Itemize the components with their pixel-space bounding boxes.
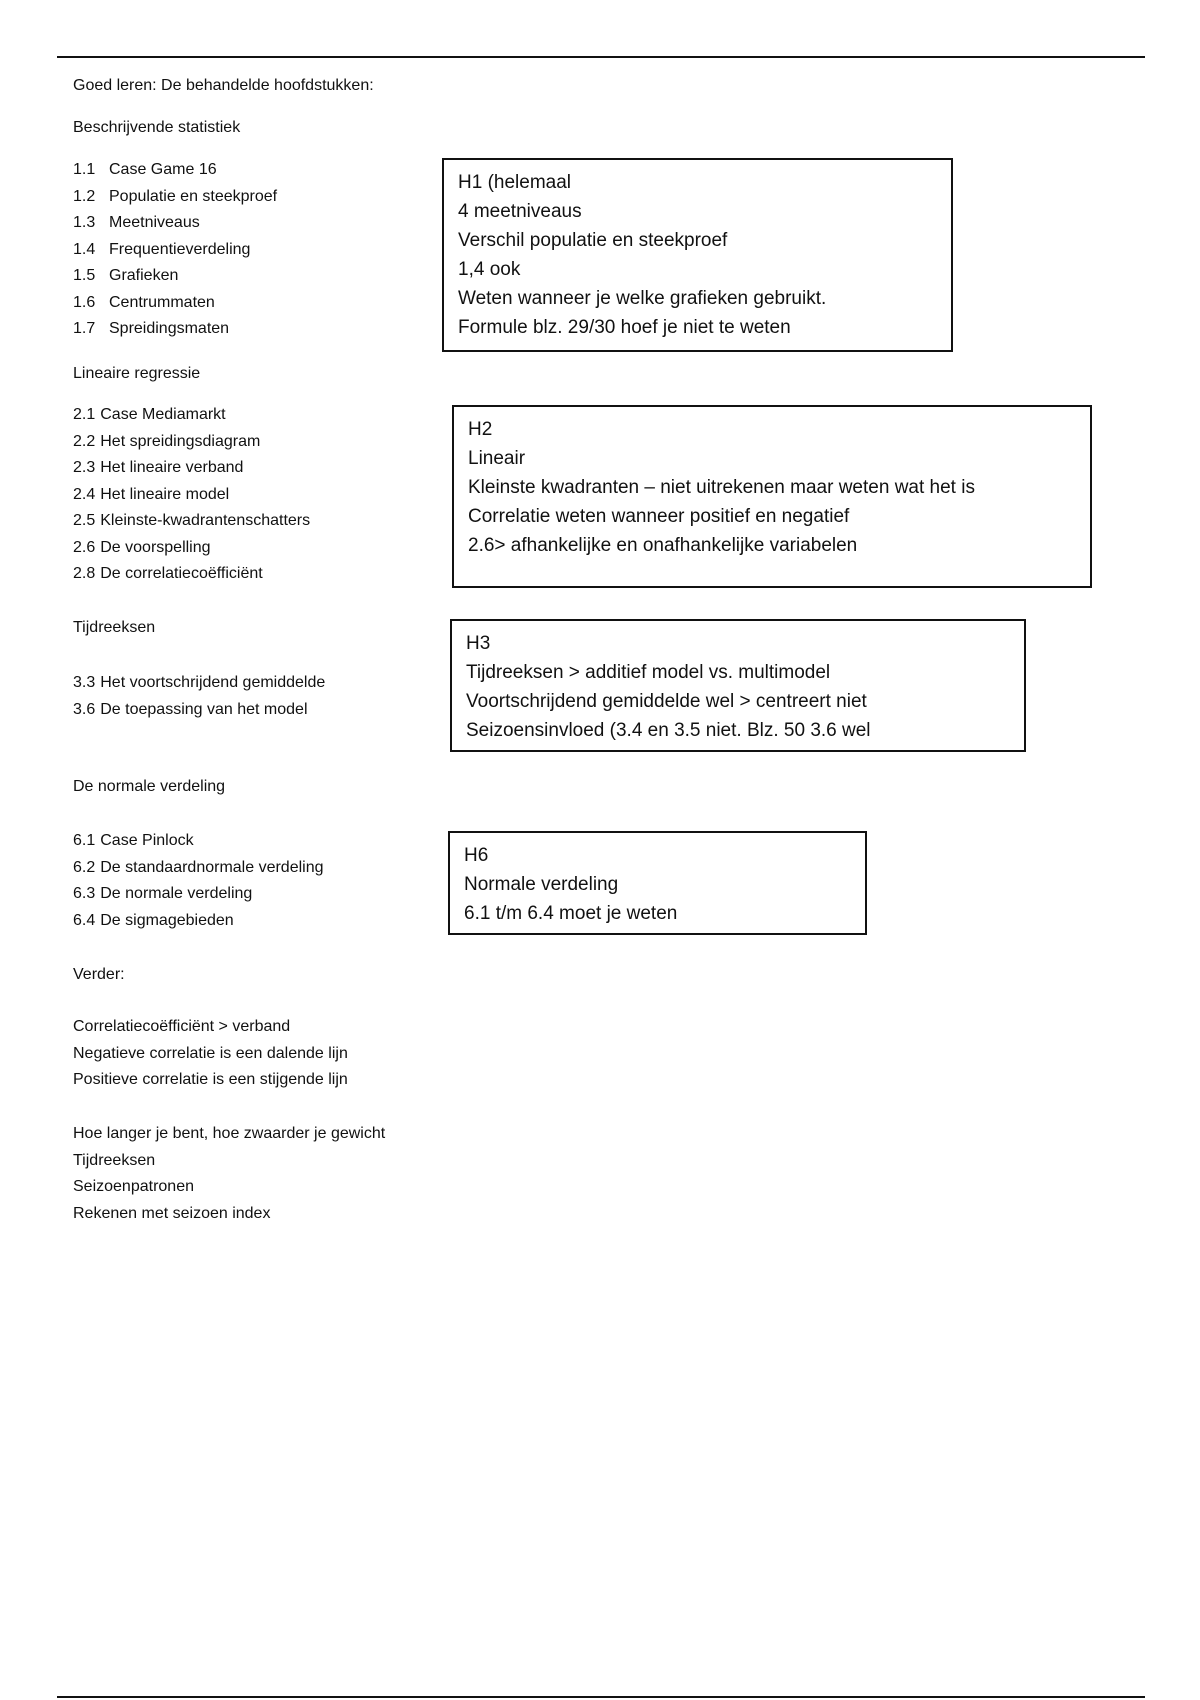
- section-heading-normale-verdeling: De normale verdeling: [73, 778, 226, 795]
- note-box-h3: [450, 619, 1026, 752]
- note-line: 6.1 t/m 6.4 moet je weten: [464, 903, 678, 924]
- item-title: Kleinste-kwadrantenschatters: [100, 512, 311, 529]
- list-item: Correlatiecoëfficiënt > verband: [73, 1018, 291, 1035]
- item-number: 2.6: [73, 538, 96, 556]
- list-item: [73, 561, 310, 588]
- list-item: [73, 697, 325, 724]
- item-title: Centrummaten: [109, 293, 215, 311]
- item-number: 6.4: [73, 911, 96, 929]
- item-number: 3.6: [73, 700, 96, 718]
- chapter-list-4: [73, 828, 324, 934]
- further-notes-2: [73, 1121, 385, 1227]
- item-title: Case Pinlock: [100, 832, 194, 849]
- list-item: Seizoenpatronen: [73, 1178, 194, 1195]
- list-item: [73, 482, 310, 509]
- item-number: 6.2: [73, 858, 96, 876]
- note-line: H2: [468, 419, 493, 440]
- item-title: De voorspelling: [100, 538, 211, 556]
- note-line: Lineair: [468, 448, 526, 469]
- list-item: [73, 855, 324, 882]
- note-line: Correlatie weten wanneer positief en negatief: [468, 506, 850, 527]
- item-title: Case Game 16: [109, 161, 217, 178]
- item-title: Het spreidingsdiagram: [100, 432, 261, 450]
- note-box-h6: [448, 831, 867, 935]
- item-title: De normale verdeling: [100, 885, 253, 902]
- note-line: Seizoensinvloed (3.4 en 3.5 niet. Blz. 50 3.6 wel: [466, 720, 871, 741]
- item-title: Het lineaire model: [100, 485, 230, 503]
- list-item: [73, 429, 310, 456]
- list-item: Hoe langer je bent, hoe zwaarder je gewicht: [73, 1125, 386, 1142]
- chapter-list-3: [73, 670, 325, 723]
- item-number: 1.1: [73, 161, 96, 178]
- list-item: [73, 290, 277, 317]
- item-title: De sigmagebieden: [100, 911, 234, 929]
- list-item: Tijdreeksen: [73, 1151, 156, 1169]
- item-number: 6.1: [73, 832, 96, 849]
- list-item: [73, 157, 277, 184]
- item-title: Populatie en steekproef: [109, 187, 278, 205]
- chapter-list-1: [73, 157, 277, 343]
- list-item: [73, 535, 310, 562]
- item-title: Spreidingsmaten: [109, 320, 230, 337]
- further-notes-1: [73, 1014, 348, 1094]
- item-number: 1.2: [73, 187, 96, 205]
- list-item: [73, 263, 277, 290]
- list-item: [73, 455, 310, 482]
- item-title: De toepassing van het model: [100, 700, 308, 718]
- list-item: Positieve correlatie is een stijgende lijn: [73, 1071, 348, 1088]
- item-number: 2.5: [73, 512, 96, 529]
- item-number: 1.7: [73, 320, 96, 337]
- top-rule: [57, 56, 1145, 58]
- list-item: [73, 184, 277, 211]
- document-title: Goed leren: De behandelde hoofdstukken:: [73, 77, 374, 94]
- note-line: Voortschrijdend gemiddelde wel > centreert niet: [466, 691, 867, 712]
- note-line: Normale verdeling: [464, 874, 619, 895]
- section-heading-verder: Verder:: [73, 966, 125, 983]
- list-item: [73, 316, 277, 343]
- note-line: Tijdreeksen > additief model vs. multimodel: [466, 662, 831, 683]
- item-title: Grafieken: [109, 267, 179, 284]
- list-item: [73, 402, 310, 429]
- list-item: [73, 237, 277, 264]
- item-number: 1.5: [73, 267, 96, 284]
- note-line: Verschil populatie en steekproef: [458, 230, 728, 251]
- note-line: H3: [466, 633, 491, 654]
- list-item: [73, 908, 324, 935]
- item-title: Het lineaire verband: [100, 459, 244, 476]
- note-line: Kleinste kwadranten – niet uitrekenen maar weten wat het is: [468, 477, 975, 498]
- item-number: 3.3: [73, 674, 96, 691]
- note-line: 4 meetniveaus: [458, 201, 582, 222]
- list-item: [73, 881, 324, 908]
- note-line: Formule blz. 29/30 hoef je niet te weten: [458, 317, 791, 338]
- item-title: Het voortschrijdend gemiddelde: [100, 674, 326, 691]
- list-item: [73, 828, 324, 855]
- note-box-h2: [452, 405, 1092, 588]
- item-number: 2.2: [73, 432, 96, 450]
- item-number: 1.6: [73, 293, 96, 311]
- item-number: 2.8: [73, 565, 96, 582]
- section-heading-tijdreeksen: Tijdreeksen: [73, 619, 156, 636]
- item-number: 2.3: [73, 459, 96, 476]
- list-item: [73, 670, 325, 697]
- chapter-list-2: [73, 402, 310, 588]
- section-heading-beschrijvende-statistiek: Beschrijvende statistiek: [73, 119, 241, 136]
- note-line: 2.6> afhankelijke en onafhankelijke variabelen: [468, 535, 858, 556]
- item-number: 2.4: [73, 485, 96, 503]
- item-title: De standaardnormale verdeling: [100, 858, 324, 876]
- item-number: 2.1: [73, 406, 96, 423]
- note-line: H6: [464, 845, 489, 866]
- item-title: De correlatiecoëfficiënt: [100, 565, 263, 582]
- note-box-h1: [442, 158, 953, 352]
- item-title: Case Mediamarkt: [100, 406, 226, 423]
- item-number: 1.3: [73, 214, 96, 231]
- note-line: H1 (helemaal: [458, 172, 571, 193]
- item-title: Frequentieverdeling: [109, 240, 251, 258]
- note-line: Weten wanneer je welke grafieken gebruikt.: [458, 288, 827, 309]
- item-number: 6.3: [73, 885, 96, 902]
- list-item: [73, 508, 310, 535]
- note-line: 1,4 ook: [458, 259, 521, 280]
- list-item: Negatieve correlatie is een dalende lijn: [73, 1044, 348, 1062]
- item-number: 1.4: [73, 240, 96, 258]
- item-title: Meetniveaus: [109, 214, 200, 231]
- list-item: Rekenen met seizoen index: [73, 1204, 271, 1222]
- section-heading-lineaire-regressie: Lineaire regressie: [73, 365, 201, 382]
- bottom-rule: [57, 1696, 1145, 1698]
- list-item: [73, 210, 277, 237]
